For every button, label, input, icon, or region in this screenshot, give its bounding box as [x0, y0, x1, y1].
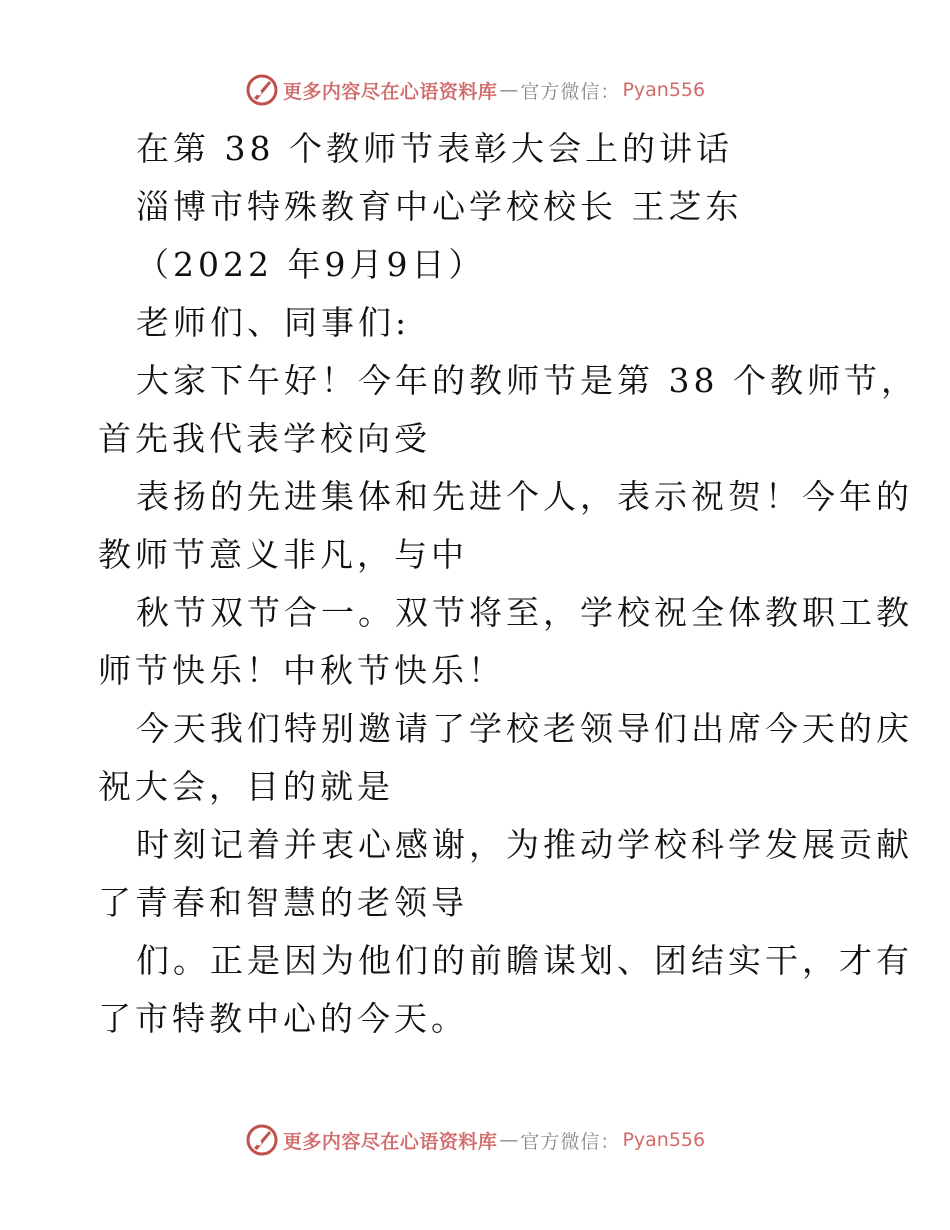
- document-body: [98, 120, 918, 1048]
- document-author: 淄博市特殊教育中心学校校长 王芝东: [136, 187, 743, 226]
- watermark-wechat-id: Pyan556: [622, 1129, 706, 1151]
- paragraph-line: 秋节双节合一。双节将至，学校祝全体教职工教: [136, 593, 913, 632]
- paragraph-line: 教师节意义非凡，与中: [98, 535, 468, 574]
- paragraph-line: 今天我们特别邀请了学校老领导们出席今天的庆: [136, 709, 913, 748]
- paragraph-line: 了市特教中心的今天。: [98, 999, 468, 1038]
- document-salutation: 老师们、同事们:: [136, 303, 411, 342]
- paragraph-line: 大家下午好！今年的教师节是第 38 个教师节，: [136, 361, 918, 400]
- quill-logo-icon: [245, 1123, 279, 1157]
- paragraph-line: 们。正是因为他们的前瞻谋划、团结实干，才有: [136, 941, 913, 980]
- paragraph-line: 表扬的先进集体和先进个人，表示祝贺！今年的: [136, 477, 913, 516]
- paragraph-line: 了青春和智慧的老领导: [98, 883, 468, 922]
- watermark-dash: —: [499, 1129, 519, 1151]
- watermark-wechat-label: 官方微信：: [520, 80, 621, 103]
- quill-logo-icon: [245, 73, 279, 107]
- header-watermark: [0, 70, 950, 110]
- watermark-text: 更多内容尽在心语资料库: [282, 1130, 498, 1153]
- document-date: （2022 年9月9日）: [136, 245, 486, 284]
- paragraph-line: 首先我代表学校向受: [98, 419, 431, 458]
- watermark-wechat-id: Pyan556: [622, 79, 706, 101]
- paragraph-line: 师节快乐！中秋节快乐！: [98, 651, 505, 690]
- document-title: 在第 38 个教师节表彰大会上的讲话: [136, 129, 733, 168]
- watermark-text: 更多内容尽在心语资料库: [282, 80, 498, 103]
- watermark-dash: —: [499, 79, 519, 101]
- paragraph-line: 时刻记着并衷心感谢，为推动学校科学发展贡献: [136, 825, 913, 864]
- footer-watermark: [0, 1120, 950, 1160]
- paragraph-line: 祝大会，目的就是: [98, 767, 394, 806]
- watermark-wechat-label: 官方微信：: [520, 1130, 621, 1153]
